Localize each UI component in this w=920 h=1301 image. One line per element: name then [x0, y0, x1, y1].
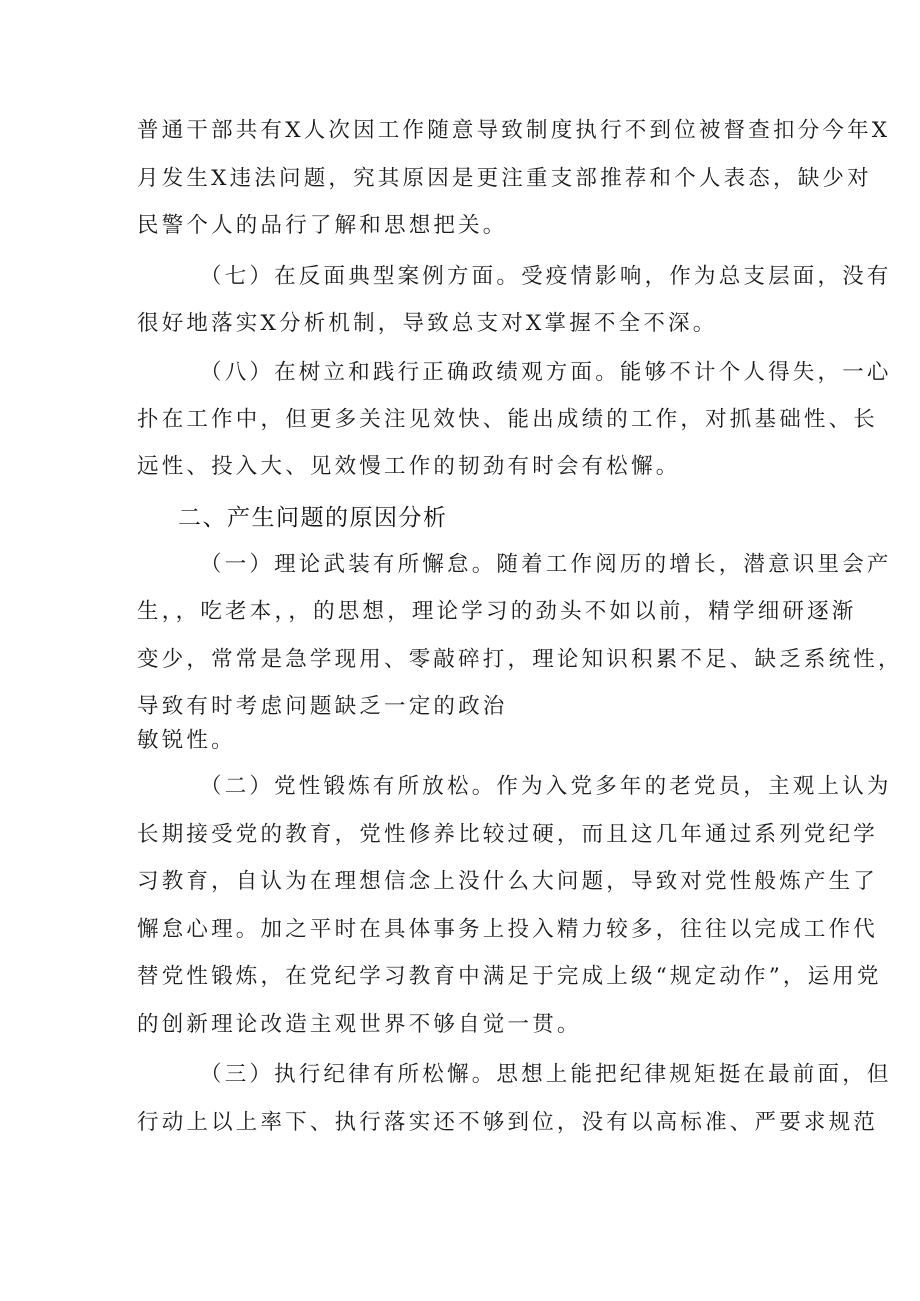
- text-line: 的创新理论改造主观世界不够自觉一贯。: [137, 1012, 582, 1037]
- text-line: 行动上以上率下、执行落实还不够到位，没有以高标准、严要求规范: [137, 1110, 879, 1135]
- text-line: 远性、投入大、见效慢工作的韧劲有时会有松懈。: [137, 454, 681, 479]
- text-line: 替党性锻炼，在党纪学习教育中满足于完成上级“规定动作”，运用党: [137, 964, 882, 989]
- text-line: 月发生X违法问题，究其原因是更注重支部推荐和个人表态，缺少对: [137, 166, 872, 191]
- text-line: 民警个人的品行了解和思想把关。: [137, 213, 508, 238]
- paragraph-start-line: （二）党性锻炼有所放松。作为入党多年的老党员，主观上认为: [200, 774, 892, 799]
- section-heading: 二、产生问题的原因分析: [178, 505, 448, 531]
- text-line: 导致有时考虑问题缺乏一定的政治: [137, 694, 508, 719]
- text-line: 扑在工作中，但更多关注见效快、能出成绩的工作，对抓基础性、长: [137, 407, 879, 432]
- text-line: 懈怠心理。加之平时在具体事务上投入精力较多，往往以完成工作代: [137, 917, 879, 942]
- text-line: 变少，常常是急学现用、零敲碎打，理论知识积累不足、缺乏系统性，: [137, 647, 903, 672]
- paragraph-start-line: （七）在反面典型案例方面。受疫情影响，作为总支层面，没有: [200, 264, 892, 289]
- text-line: 习教育，自认为在理想信念上没什么大问题，导致对党性般炼产生了: [137, 869, 879, 894]
- text-line: 敏锐性。: [137, 728, 236, 753]
- paragraph-start-line: （三）执行纪律有所松懈。思想上能把纪律规矩挺在最前面，但: [200, 1062, 892, 1087]
- paragraph-start-line: （一）理论武装有所懈怠。随着工作阅历的增长，潜意识里会产: [200, 552, 892, 577]
- text-line: 很好地落实X分析机制，导致总支对X掌握不全不深。: [137, 311, 718, 336]
- paragraph-start-line: （八）在树立和践行正确政绩观方面。能够不计个人得失，一心: [200, 360, 892, 385]
- text-line: 普通干部共有X人次因工作随意导致制度执行不到位被督查扣分今年X: [137, 118, 891, 143]
- text-line: 长期接受党的教育，党性修养比较过硬，而且这几年通过系列党纪学: [137, 822, 879, 847]
- text-line: 生，，吃老本，，的思想，理论学习的劲头不如以前，精学细研逐渐: [137, 599, 857, 624]
